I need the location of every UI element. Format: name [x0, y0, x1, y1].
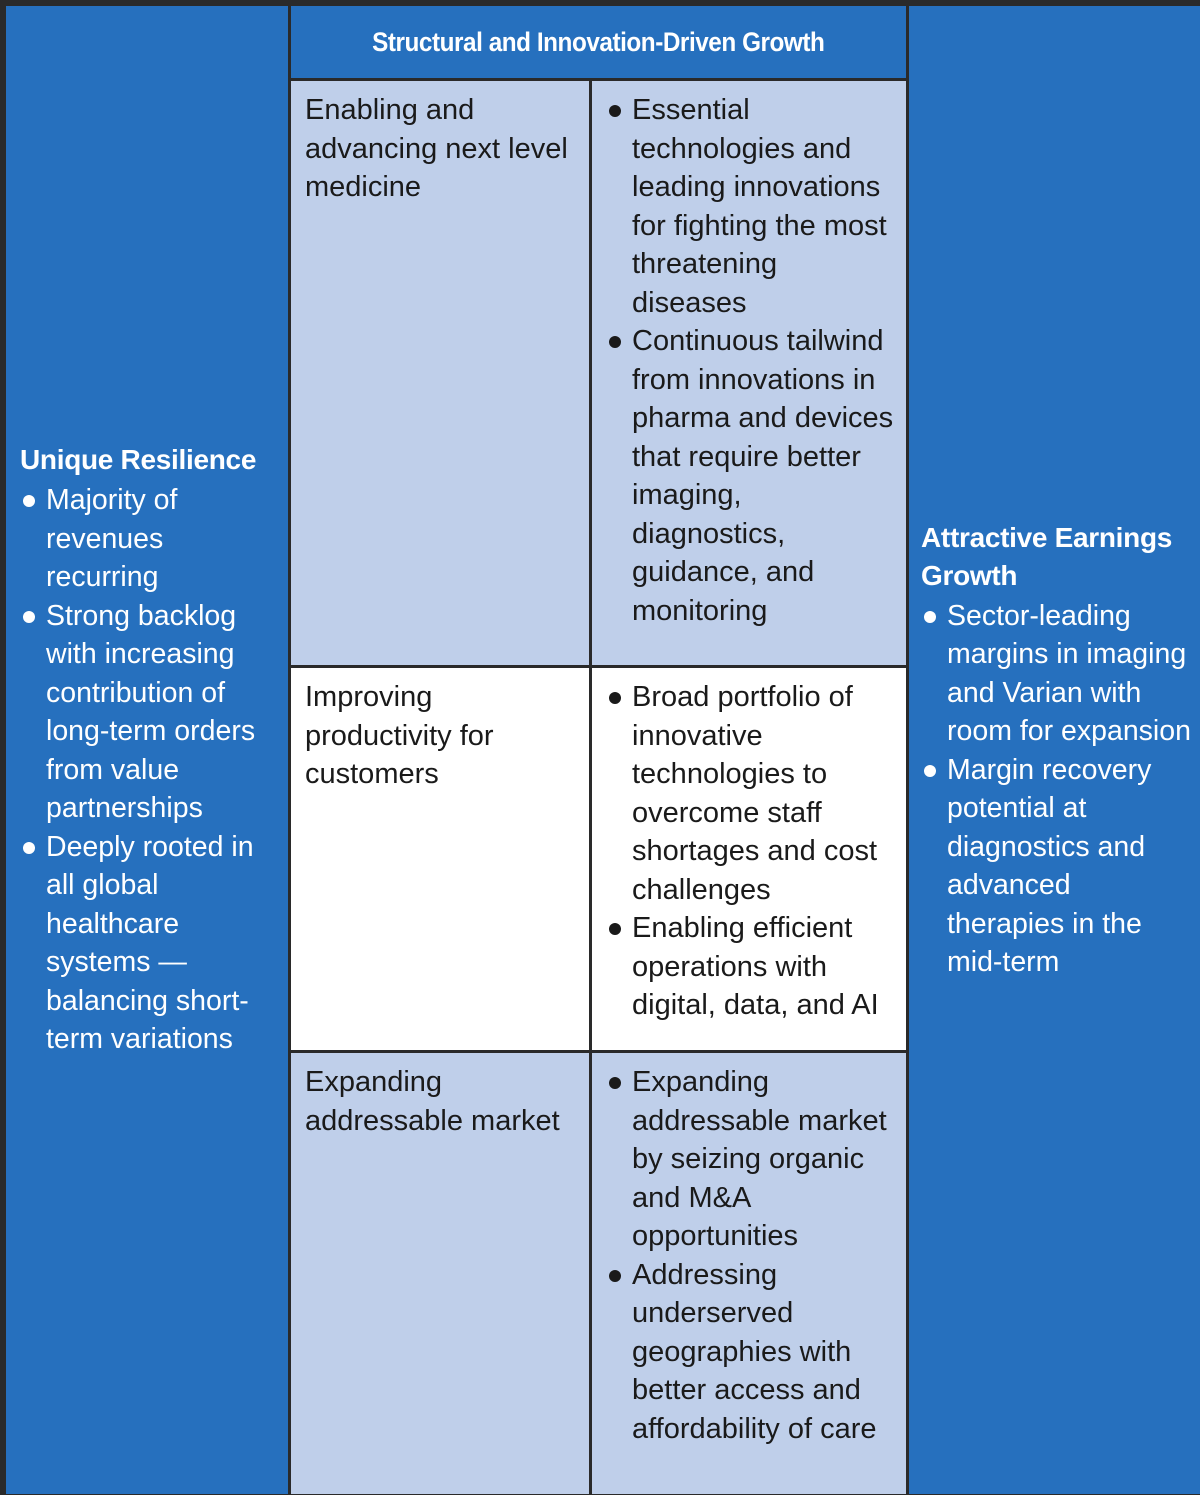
- row-details-list: [606, 1063, 894, 1448]
- list-item: Broad portfolio of innovative technologies to overcome staff shortages and cost challenges: [606, 678, 894, 909]
- earnings-growth-content: [921, 519, 1193, 982]
- list-item: Strong backlog with increasing contribution of long-term orders from value partnerships: [20, 597, 278, 828]
- earnings-growth-list: [921, 597, 1193, 982]
- row-details-cell: [592, 668, 906, 1050]
- table-header: [291, 6, 906, 78]
- list-item: Enabling efficient operations with digital, data, and AI: [606, 909, 894, 1025]
- row-details-cell: [592, 81, 906, 665]
- row-label-cell: [291, 81, 589, 665]
- row-label: Enabling and advancing next level medicine: [305, 94, 568, 203]
- list-item: Margin recovery potential at diagnostics and advanced therapies in the mid-term: [921, 751, 1193, 982]
- earnings-growth-panel: [909, 6, 1200, 1494]
- list-item: Deeply rooted in all global healthcare systems — balancing short-term variations: [20, 828, 278, 1059]
- unique-resilience-list: [20, 481, 278, 1059]
- list-item: Addressing underserved geographies with better access and affordability of care: [606, 1256, 894, 1449]
- row-details-cell: [592, 1053, 906, 1494]
- row-label-cell: [291, 1053, 589, 1494]
- list-item: Sector-leading margins in imaging and Varian with room for expansion: [921, 597, 1193, 751]
- unique-resilience-title: Unique Resilience: [20, 444, 257, 476]
- list-item: Essential technologies and leading innovations for fighting the most threatening diseases: [606, 91, 894, 322]
- row-label-cell: [291, 668, 589, 1050]
- earnings-growth-title: Attractive Earnings Growth: [921, 521, 1173, 591]
- unique-resilience-content: [20, 441, 278, 1059]
- list-item: Majority of revenues recurring: [20, 481, 278, 597]
- list-item: Expanding addressable market by seizing organic and M&A opportunities: [606, 1063, 894, 1256]
- unique-resilience-panel: [6, 6, 288, 1494]
- row-label: Expanding addressable market: [305, 1066, 560, 1137]
- row-label: Improving productivity for customers: [305, 681, 494, 790]
- list-item: Continuous tailwind from innovations in pharma and devices that require better imaging, diagnostics, guidance, and monitoring: [606, 322, 894, 630]
- row-details-list: [606, 91, 894, 630]
- table-grid: [6, 6, 1200, 1495]
- row-details-list: [606, 678, 894, 1025]
- header-title: Structural and Innovation-Driven Growth: [372, 26, 825, 57]
